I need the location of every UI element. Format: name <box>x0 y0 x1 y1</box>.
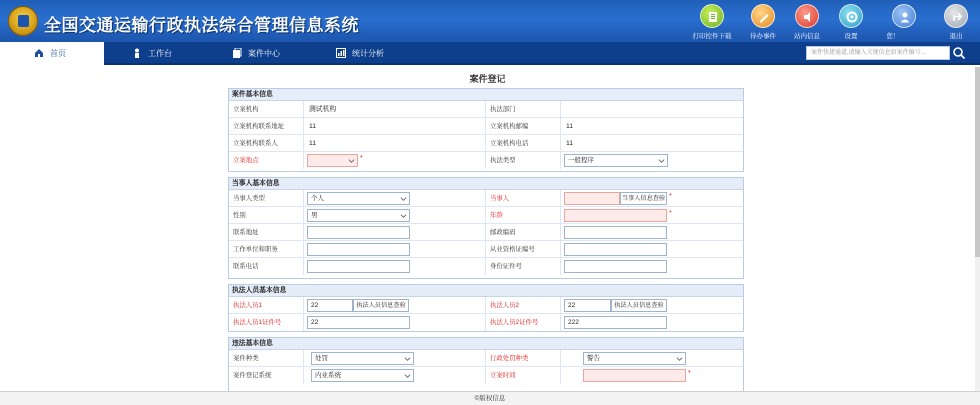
officer1-lookup-button[interactable]: 执法人员信息查验 <box>353 299 409 312</box>
case-basic-section <box>228 88 744 172</box>
field-label: 身份证件号 <box>485 258 561 275</box>
field-label: 联系电话 <box>229 258 304 275</box>
settings-label: 设置 <box>844 33 858 40</box>
field-label: 邮政编码 <box>485 224 561 241</box>
select-value: 内业系统 <box>315 372 341 379</box>
party-type-select[interactable] <box>307 192 410 205</box>
field-label: 案件登记系统 <box>229 367 304 384</box>
chevron-down-icon <box>400 195 407 202</box>
nav-workbench[interactable] <box>132 42 212 65</box>
form-row <box>229 224 743 241</box>
chevron-down-icon <box>404 355 411 362</box>
address-input[interactable] <box>307 226 410 239</box>
field-label: 立案机构邮编 <box>485 118 561 135</box>
field-label: 案件种类 <box>229 350 304 367</box>
postcode-value: 11 <box>566 123 574 130</box>
print-icon <box>700 4 724 28</box>
officer1-input[interactable]: 22 <box>307 299 353 312</box>
select-value: 一般程序 <box>568 157 594 164</box>
zip-input[interactable] <box>564 226 667 239</box>
site-messages-label: 站内信息 <box>794 33 820 40</box>
print-control-download-button[interactable] <box>690 4 734 40</box>
form-row <box>229 297 743 314</box>
select-value: 男 <box>311 212 318 219</box>
workplace-input[interactable] <box>307 243 410 256</box>
chevron-down-icon <box>676 355 683 362</box>
chevron-down-icon <box>348 157 355 164</box>
required-mark: * <box>669 193 672 200</box>
field-label: 当事人 <box>485 190 561 207</box>
logout-button[interactable] <box>934 4 978 40</box>
logout-label: 退出 <box>949 33 963 40</box>
emblem-logo <box>8 6 38 36</box>
user-icon <box>892 4 916 28</box>
id-number-input[interactable] <box>564 260 667 273</box>
officer-section <box>228 284 744 332</box>
form-row <box>229 367 743 384</box>
section-title: 案件基本信息 <box>229 89 743 101</box>
case-place-select[interactable] <box>307 154 358 167</box>
chevron-down-icon <box>404 372 411 379</box>
section-title: 违法基本信息 <box>229 338 743 350</box>
app-header <box>0 0 980 42</box>
party-input[interactable] <box>564 192 620 205</box>
settings-icon <box>839 4 863 28</box>
chevron-down-icon <box>400 212 407 219</box>
nav-home-label: 首页 <box>50 49 66 58</box>
todo-events-label: 待办事件 <box>750 33 776 40</box>
page-title: 案件登记 <box>469 74 506 84</box>
case-kind-select[interactable] <box>311 352 414 365</box>
field-label: 执法人员2 <box>485 297 561 314</box>
search-icon <box>951 45 967 61</box>
form-row <box>229 118 743 135</box>
form-row <box>229 241 743 258</box>
nav-statistics-label: 统计分析 <box>352 49 384 58</box>
cert-input[interactable] <box>564 243 667 256</box>
todo-icon <box>751 4 775 28</box>
register-system-select[interactable] <box>311 369 414 382</box>
form-row <box>229 207 743 224</box>
form-row <box>229 350 743 367</box>
user-button[interactable] <box>882 4 926 40</box>
field-label: 执法部门 <box>485 101 561 118</box>
field-label: 立案机构联系地址 <box>229 118 304 135</box>
org-value: 测试机构 <box>309 106 337 113</box>
field-label: 执法人员2证件号 <box>485 314 561 331</box>
party-lookup-button[interactable]: 当事人信息查验 <box>620 192 667 205</box>
nav-workbench-label: 工作台 <box>148 49 172 58</box>
field-label: 年龄 <box>485 207 561 224</box>
field-label: 立案机构电话 <box>485 135 561 152</box>
select-value: 处罚 <box>315 355 328 362</box>
penalty-kind-select[interactable] <box>583 352 686 365</box>
form-row <box>229 135 743 152</box>
form-row <box>229 314 743 331</box>
phone-value: 11 <box>566 140 574 147</box>
search-button[interactable] <box>951 45 967 61</box>
age-input[interactable] <box>564 209 667 222</box>
filing-time-input[interactable] <box>583 369 686 382</box>
app-title: 全国交通运输行政执法综合管理信息系统 <box>44 16 359 36</box>
scrollbar-thumb[interactable] <box>975 67 980 257</box>
user-greeting-label: 您！ <box>886 33 900 40</box>
case-search-input[interactable]: 案件快捷通道,请输入关键信息如案件编号... <box>806 46 950 60</box>
enforcement-type-select[interactable] <box>564 154 668 167</box>
section-title: 当事人基本信息 <box>229 178 743 190</box>
todo-events-button[interactable] <box>741 4 785 40</box>
field-label: 立案机构 <box>229 101 304 118</box>
statistics-icon <box>336 44 346 54</box>
officer2-input[interactable]: 22 <box>564 299 611 312</box>
gender-select[interactable] <box>307 209 410 222</box>
field-label: 联系地址 <box>229 224 304 241</box>
section-title: 执法人员基本信息 <box>229 285 743 297</box>
form-row <box>229 152 743 169</box>
case-center-icon <box>232 44 242 54</box>
field-label: 从业资格证编号 <box>485 241 561 258</box>
officer1-cert-input[interactable]: 22 <box>307 316 410 329</box>
field-label: 工作单位和职务 <box>229 241 304 258</box>
chevron-down-icon <box>658 157 665 164</box>
dept-value <box>562 101 742 118</box>
required-mark: * <box>688 370 691 377</box>
addr-value: 11 <box>309 123 317 130</box>
field-label: 立案机构联系人 <box>229 135 304 152</box>
select-value: 警告 <box>587 355 600 362</box>
footer: ©版权信息 <box>0 391 980 405</box>
field-label: 当事人类型 <box>229 190 304 207</box>
party-section <box>228 177 744 279</box>
nav-home[interactable] <box>0 42 104 65</box>
phone-input[interactable] <box>307 260 410 273</box>
field-label: 立案地点 <box>229 152 304 169</box>
vertical-scrollbar[interactable] <box>975 67 980 391</box>
field-label: 立案时间 <box>485 367 561 384</box>
logout-icon <box>944 4 968 28</box>
nav-case-center-label: 案件中心 <box>248 49 280 58</box>
main-content <box>0 67 975 391</box>
form-row <box>229 101 743 118</box>
violation-section <box>228 337 744 391</box>
officer2-cert-input[interactable]: 222 <box>564 316 667 329</box>
contact-value: 11 <box>309 140 317 147</box>
field-label: 执法类型 <box>485 152 561 169</box>
field-label: 性别 <box>229 207 304 224</box>
workbench-icon <box>132 44 142 54</box>
form-row <box>229 190 743 207</box>
field-label: 行政处罚种类 <box>485 350 561 367</box>
home-icon <box>34 44 44 54</box>
select-value: 个人 <box>311 195 324 202</box>
field-label: 执法人员1 <box>229 297 304 314</box>
nav-statistics[interactable] <box>336 42 416 65</box>
required-mark: * <box>360 155 363 162</box>
officer2-lookup-button[interactable]: 执法人员信息查验 <box>611 299 667 312</box>
print-control-download-label: 打印控件下载 <box>692 33 732 40</box>
site-messages-button[interactable] <box>785 4 829 40</box>
message-icon <box>795 4 819 28</box>
field-label: 执法人员1证件号 <box>229 314 304 331</box>
nav-case-center[interactable] <box>232 42 312 65</box>
required-mark: * <box>669 210 672 217</box>
form-row <box>229 258 743 275</box>
